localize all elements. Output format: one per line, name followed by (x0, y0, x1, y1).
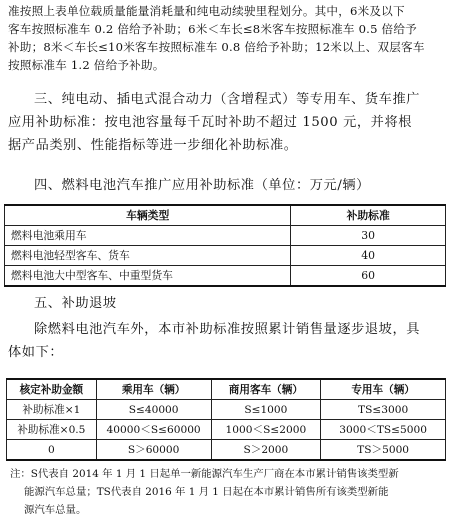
table-row (5, 266, 446, 287)
table-cell: S＞60000 (96, 440, 211, 461)
text-line: 源汽车总量。 (24, 504, 87, 516)
text-line: 能源汽车总量；TS代表自 2016 年 1 月 1 日起在本市累计销售所有该类型新能 (24, 486, 389, 498)
text-line: 除燃料电池汽车外，本市补助标准按照累计销售量逐步退坡，具 (34, 322, 421, 337)
table-cell: 燃料电池轻型客车、货车 (5, 246, 291, 266)
table-row (7, 400, 446, 420)
table-header-row (7, 379, 446, 400)
table-cell: 燃料电池乘用车 (5, 226, 291, 246)
text-line: 三、纯电动、插电式混合动力（含增程式）等专用车、货车推广 (34, 92, 421, 107)
subsidy-phaseout-table (6, 378, 446, 461)
section3-paragraph (8, 88, 444, 157)
text-line: 体如下： (8, 345, 64, 360)
table-cell: 30 (291, 226, 446, 246)
text-line: 客车按照标准车 0.2 倍给予补助；6米＜车长≤8米客车按照标准车 0.5 倍给予 (8, 22, 417, 36)
table-cell: S≤1000 (211, 400, 321, 420)
subsidy-table-fuel-cell (4, 204, 446, 287)
text-line: 注：S代表自 2014 年 1 月 1 日起单一新能源汽车生产厂商在本市累计销售该类型新 (10, 468, 399, 480)
column-header: 商用客车（辆） (211, 379, 321, 400)
text-line: 应用补助标准：按电池容量每千瓦时补助不超过 1500 元，并将根 (8, 115, 413, 130)
column-header: 补助标准 (291, 205, 446, 226)
table-cell: 0 (7, 440, 97, 461)
table-cell: S＞2000 (211, 440, 321, 461)
table-cell: 补助标准×1 (7, 400, 97, 420)
table-row (5, 246, 446, 266)
table-cell: 40000＜S≤60000 (96, 420, 211, 440)
footnote (10, 465, 446, 519)
table-cell: TS＞5000 (321, 440, 446, 461)
column-header: 核定补助金额 (7, 379, 97, 400)
table-row (7, 440, 446, 461)
section5-paragraph (8, 318, 444, 364)
table-cell: 补助标准×0.5 (7, 420, 97, 440)
table-cell: 60 (291, 266, 446, 287)
table-cell: S≤40000 (96, 400, 211, 420)
table-header-row (5, 205, 446, 226)
table-cell: 3000＜TS≤5000 (321, 420, 446, 440)
section5-heading: 五、补助退坡 (34, 296, 117, 311)
table-row (7, 420, 446, 440)
section4-heading: 四、燃料电池汽车推广应用补助标准（单位：万元/辆） (34, 178, 370, 193)
table-cell: TS≤3000 (321, 400, 446, 420)
text-line: 据产品类别、性能指标等进一步细化补助标准。 (8, 138, 298, 153)
top-paragraph (8, 2, 444, 74)
column-header: 乘用车（辆） (96, 379, 211, 400)
table-row (5, 226, 446, 246)
text-line: 补助；8米＜车长≤10米客车按照标准车 0.8 倍给予补助；12米以上、双层客车 (8, 40, 425, 54)
text-line: 准按照上表单位载质量能量消耗量和纯电动续驶里程划分。其中，6米及以下 (8, 4, 405, 18)
table-cell: 燃料电池大中型客车、中重型货车 (5, 266, 291, 287)
table-cell: 40 (291, 246, 446, 266)
table-cell: 1000＜S≤2000 (211, 420, 321, 440)
column-header: 车辆类型 (5, 205, 291, 226)
text-line: 按照标准车 1.2 倍给予补助。 (8, 58, 165, 72)
column-header: 专用车（辆） (321, 379, 446, 400)
